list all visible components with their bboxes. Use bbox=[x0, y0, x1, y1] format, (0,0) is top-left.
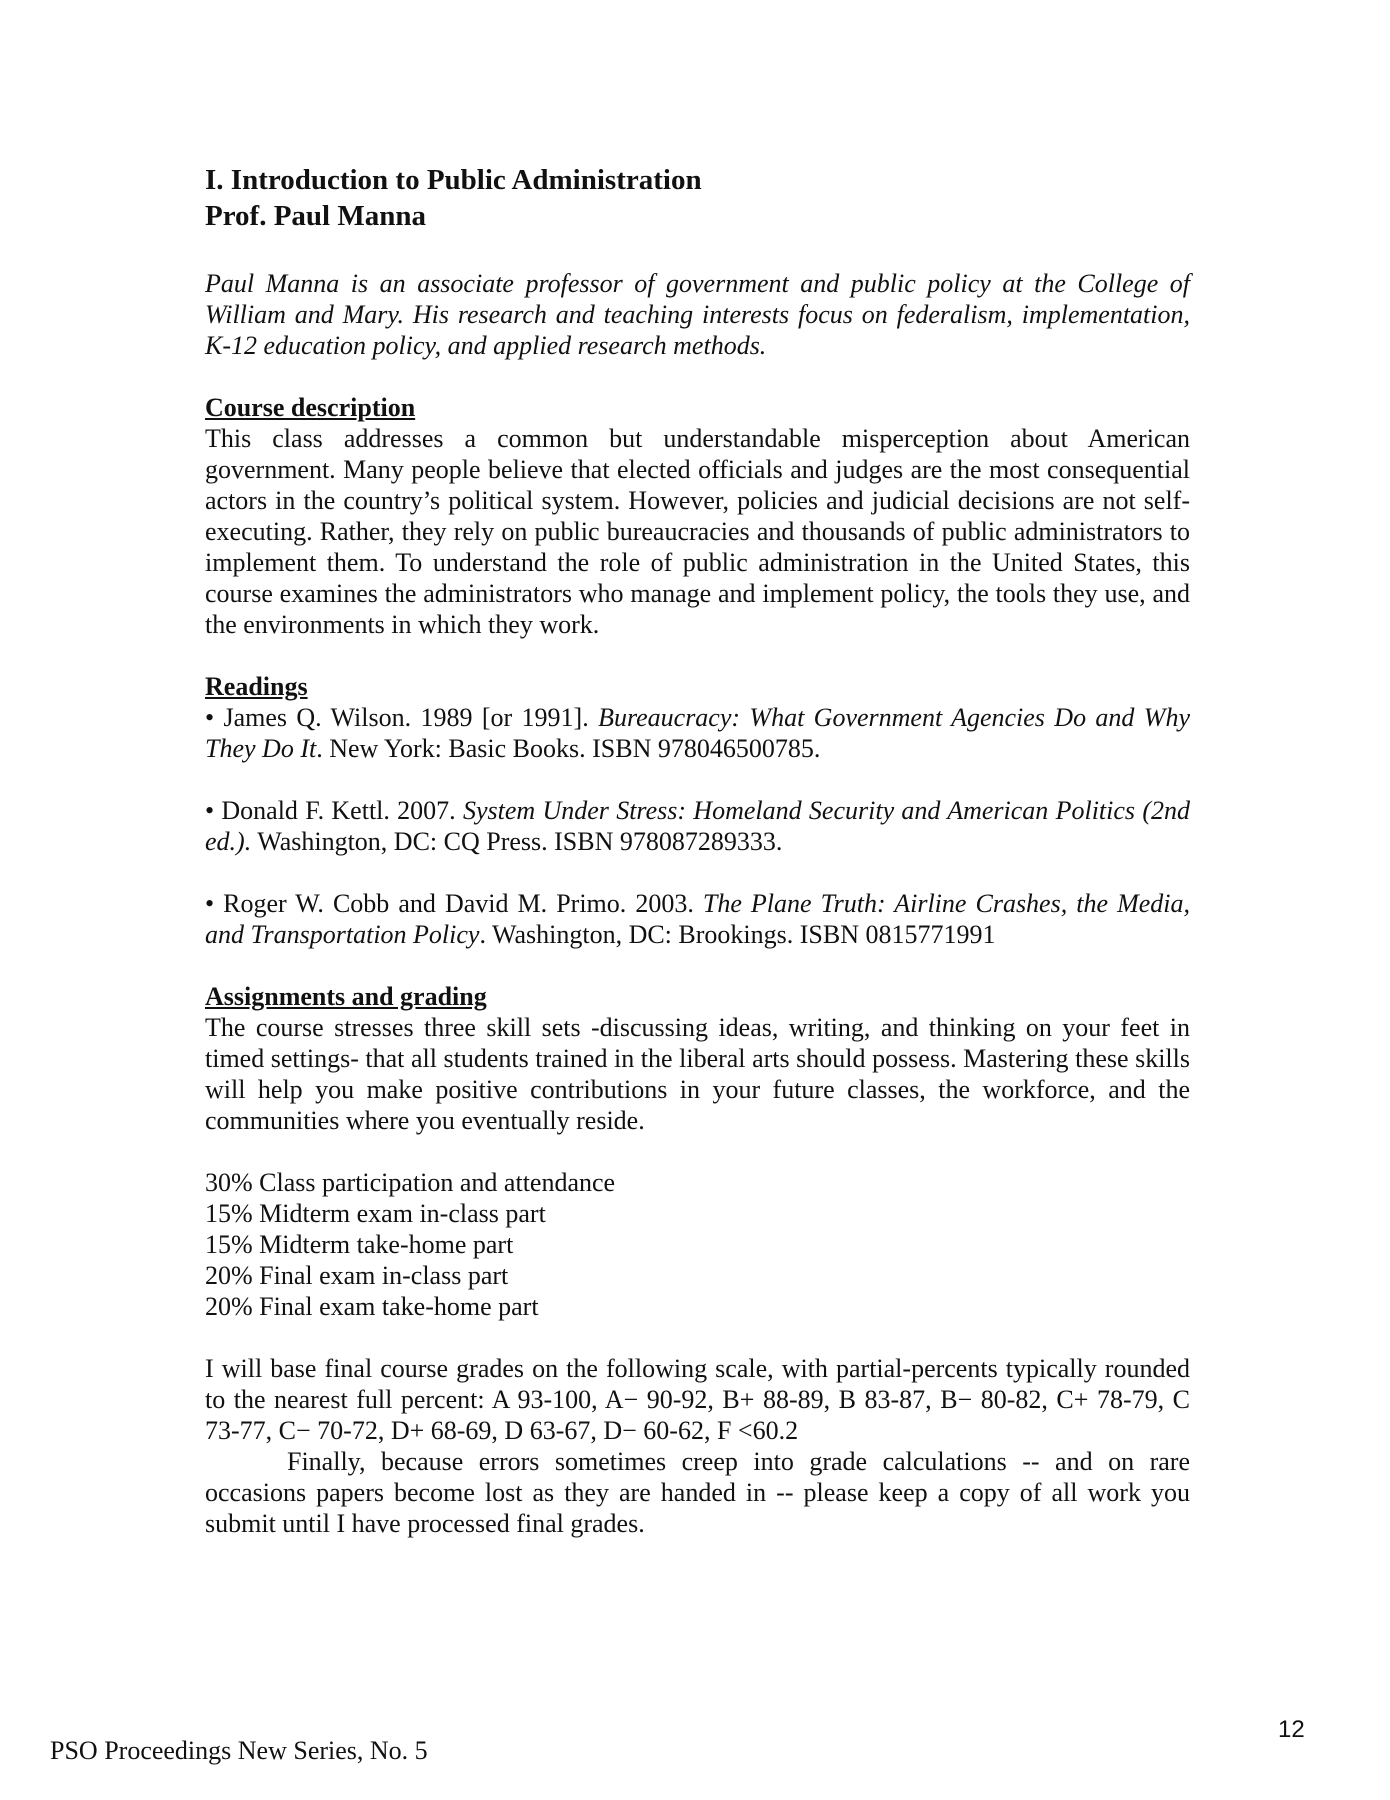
reading-item bbox=[205, 888, 1190, 950]
instructor-name: Prof. Paul Manna bbox=[205, 200, 426, 232]
reading-citation: • James Q. Wilson. 1989 [or 1991]. bbox=[205, 703, 599, 732]
reading-publisher: . Washington, DC: Brookings. ISBN 0815771991 bbox=[479, 920, 996, 949]
reading-item bbox=[205, 795, 1190, 857]
grading-breakdown bbox=[205, 1167, 1190, 1322]
footer-publication: PSO Proceedings New Series, No. 5 bbox=[50, 1736, 428, 1765]
reading-title: Bureaucracy: What Government Agencies Do and Why They Do It bbox=[205, 703, 1191, 763]
grading-item: 20% Final exam take-home part bbox=[205, 1292, 539, 1321]
reading-publisher: . New York: Basic Books. ISBN 978046500785. bbox=[316, 734, 821, 763]
reading-citation: • Donald F. Kettl. 2007. bbox=[205, 796, 463, 825]
closing-note: Finally, because errors sometimes creep into grade calculations -- and on rare occasions papers become lost as they are handed in -- please keep a copy of all work you submit until I have processed final grades. bbox=[205, 1447, 1190, 1538]
course-description-heading: Course description bbox=[205, 393, 416, 422]
course-title: I. Introduction to Public Administration bbox=[205, 164, 702, 196]
reading-publisher: Washington, DC: CQ Press. ISBN 978087289333. bbox=[251, 827, 783, 856]
title-block bbox=[205, 162, 1190, 234]
grading-item: 30% Class participation and attendance bbox=[205, 1168, 616, 1197]
assignments-heading: Assignments and grading bbox=[205, 982, 487, 1011]
page-content bbox=[205, 162, 1190, 1539]
grading-item: 15% Midterm take-home part bbox=[205, 1230, 514, 1259]
assignments-intro: The course stresses three skill sets -discussing ideas, writing, and thinking on your feet in timed settings- that all students trained in the liberal arts should possess. Mastering these skills will help you make positive contributions in your future classes, the workforce, and the communities where you eventually reside. bbox=[205, 1013, 1190, 1135]
assignments-section bbox=[205, 981, 1190, 1539]
reading-title: System Under Stress: Homeland Security and American Politics (2nd ed.). bbox=[205, 796, 1190, 856]
readings-heading: Readings bbox=[205, 672, 308, 701]
reading-citation: • Roger W. Cobb and David M. Primo. 2003. bbox=[205, 889, 703, 918]
grading-item: 15% Midterm exam in-class part bbox=[205, 1199, 546, 1228]
course-description-section bbox=[205, 392, 1190, 640]
grade-scale: I will base final course grades on the following scale, with partial-percents typically rounded to the nearest full percent: A 93-100, A− 90-92, B+ 88-89, B 83-87, B− 80-82, C+ 78-79, C 73-77, C− 70-72, D+ 68-69, D 63-67, D− 60-62, F <60.2 bbox=[205, 1354, 1190, 1445]
reading-title: The Plane Truth: Airline Crashes, the Media, and Transportation Policy bbox=[205, 889, 1190, 949]
instructor-bio: Paul Manna is an associate professor of government and public policy at the College of William and Mary. His research and teaching interests focus on federalism, implementation, K-12 education policy, and applied research methods. bbox=[205, 269, 1190, 360]
course-description-text: This class addresses a common but understandable misperception about American government. Many people believe that elected officials and judges are the most consequential actors in the country’s political system. However, policies and judicial decisions are not self-executing. Rather, they rely on public bureaucracies and thousands of public administrators to implement them. To understand the role of public administration in the United States, this course examines the administrators who manage and implement policy, the tools they use, and the environments in which they work. bbox=[205, 424, 1190, 639]
reading-item bbox=[205, 702, 1190, 764]
page-number: 12 bbox=[1278, 1716, 1305, 1743]
readings-section bbox=[205, 671, 1190, 950]
grading-item: 20% Final exam in-class part bbox=[205, 1261, 509, 1290]
